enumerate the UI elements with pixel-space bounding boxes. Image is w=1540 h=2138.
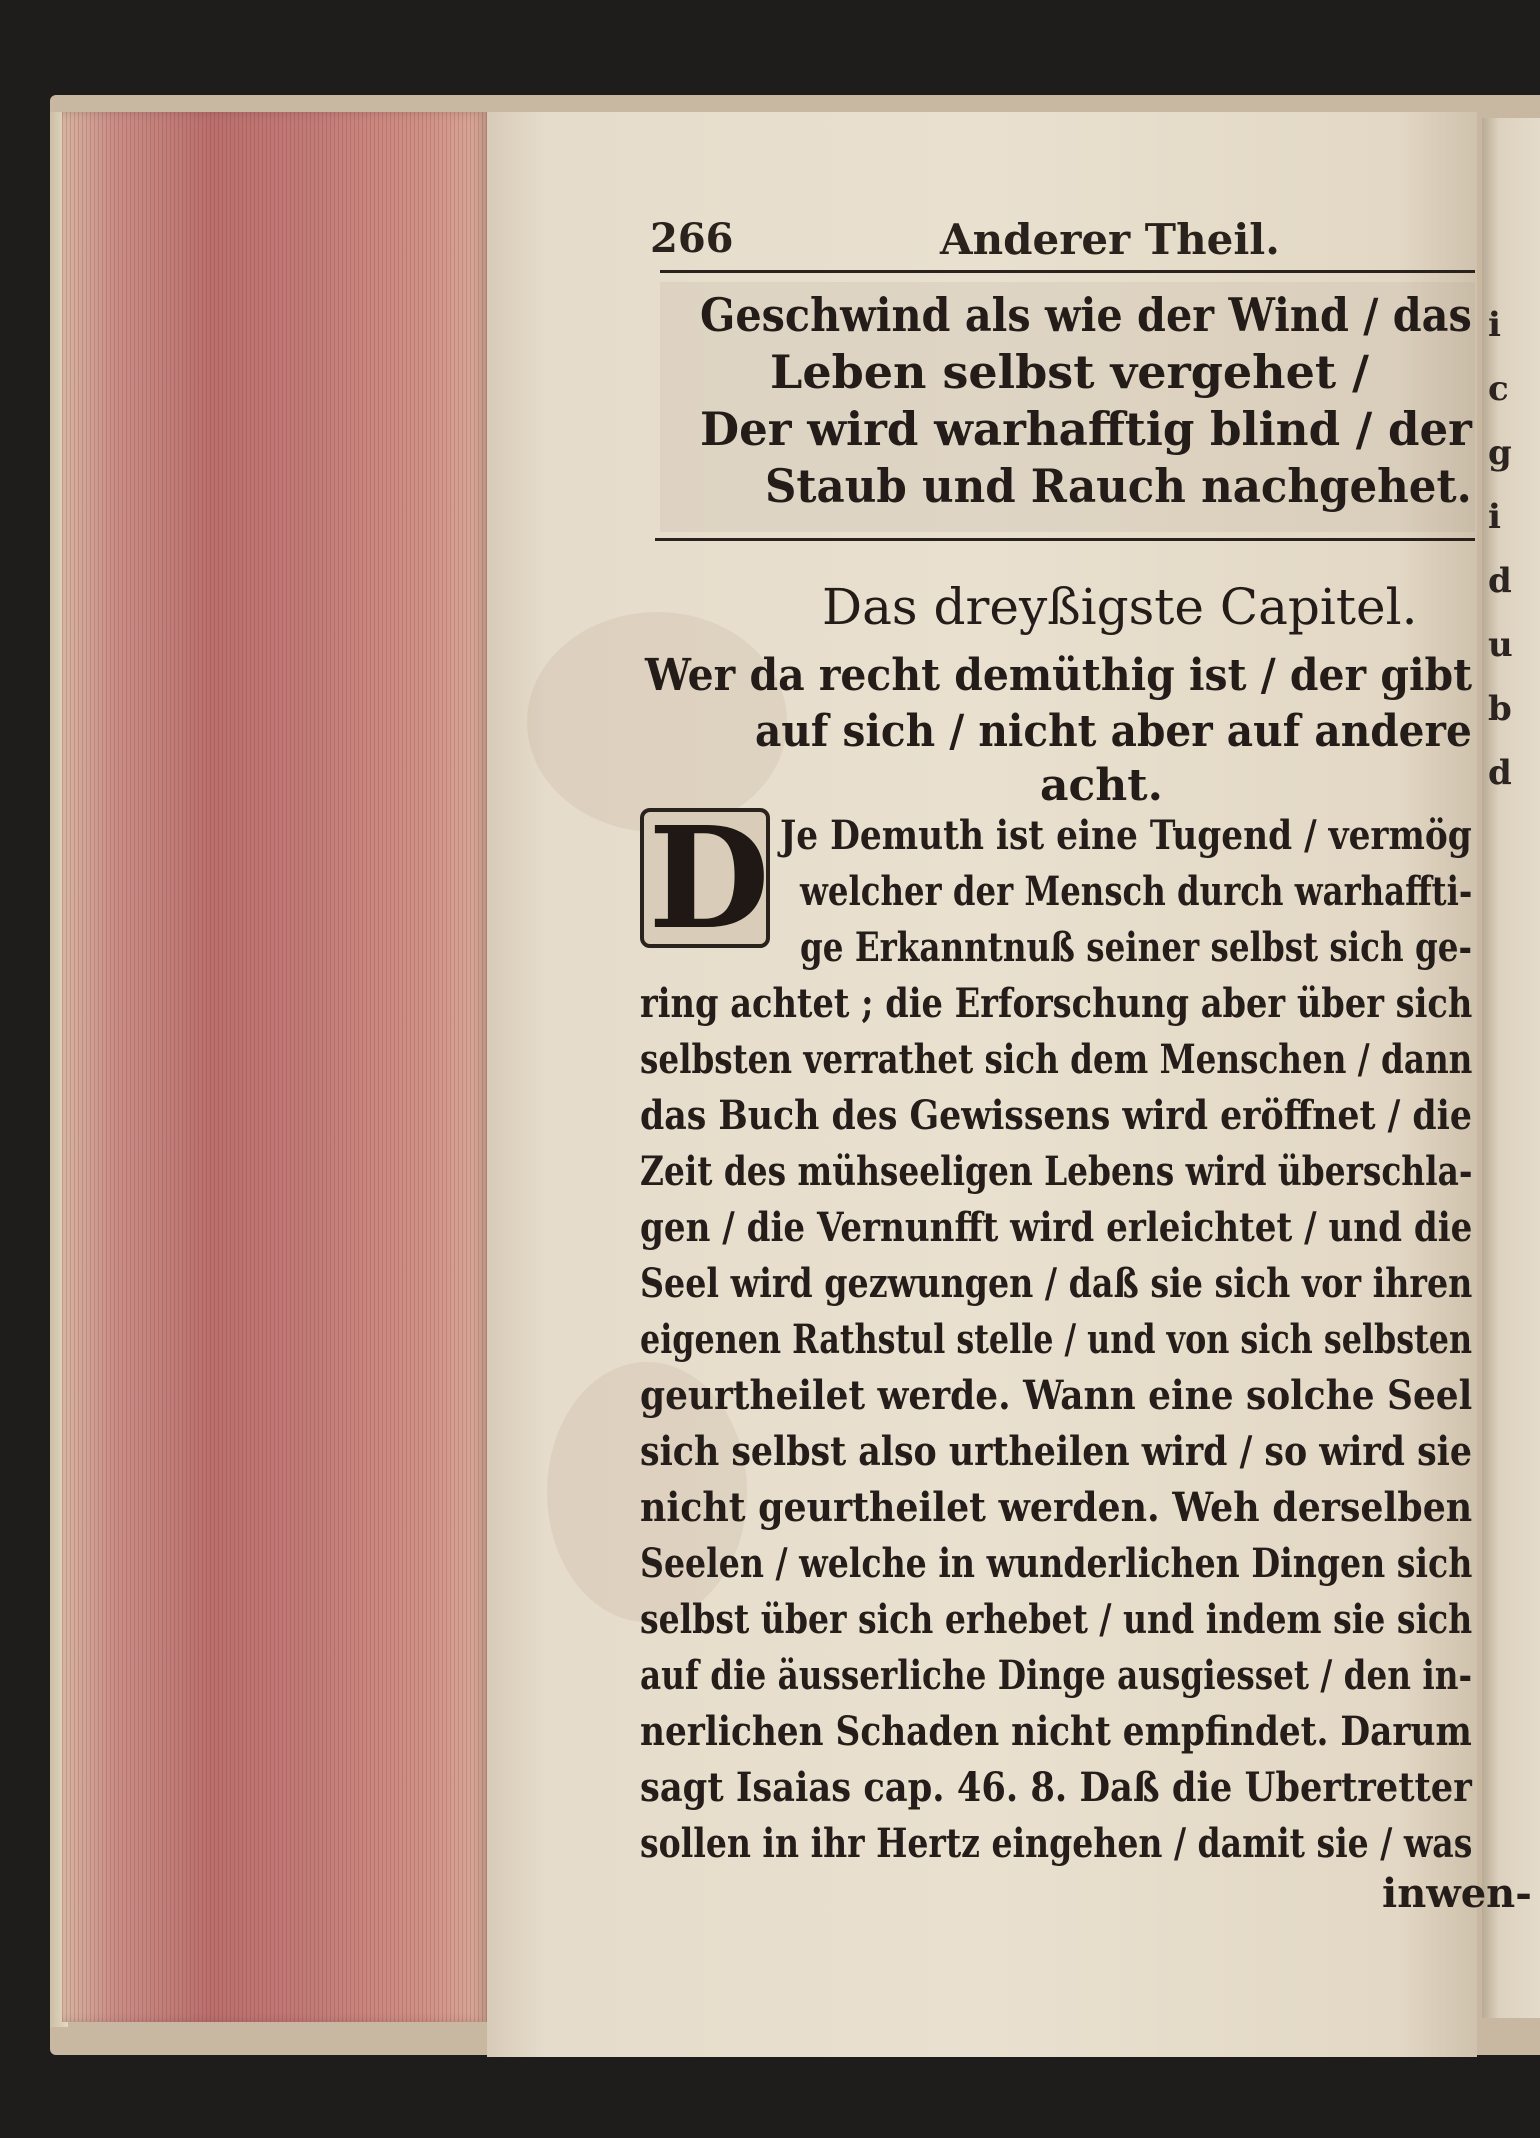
drop-cap-letter: D xyxy=(648,797,770,961)
page-number: 266 xyxy=(650,215,734,262)
verse-line: Geschwind als wie der Wind / das xyxy=(700,288,1472,342)
body-line: sagt Isaias cap. 46. 8. Daß die Ubertretter xyxy=(640,1764,1472,1811)
header-rule xyxy=(660,270,1475,273)
facing-page-letters xyxy=(1488,293,1513,805)
facing-letter: d xyxy=(1488,561,1512,601)
facing-letter: b xyxy=(1488,689,1512,729)
body-line: eigenen Rathstul stelle / und von sich selbsten xyxy=(640,1316,1473,1363)
facing-page-edge xyxy=(1482,118,1540,2018)
body-line: Je Demuth ist eine Tugend / vermög xyxy=(780,812,1472,859)
body-line: Seelen / welche in wunderlichen Dingen sich xyxy=(640,1540,1473,1587)
chapter-subtitle-line: Wer da recht demüthig ist / der gibt xyxy=(645,650,1473,701)
body-line: welcher der Mensch durch warhaffti- xyxy=(800,868,1473,915)
body-line: nerlichen Schaden nicht empfindet. Darum xyxy=(640,1708,1472,1755)
facing-letter: i xyxy=(1488,497,1501,537)
body-line: ge Erkanntnuß seiner selbst sich ge- xyxy=(800,924,1472,971)
page-fore-edge xyxy=(62,112,487,2022)
body-line: ring achtet ; die Erforschung aber über sich xyxy=(640,980,1473,1027)
verse-line: Der wird warhafftig blind / der xyxy=(700,402,1472,456)
body-line: Seel wird gezwungen / daß sie sich vor ihren xyxy=(640,1260,1473,1307)
drop-cap-initial xyxy=(640,797,770,961)
chapter-title: Das dreyßigste Capitel. xyxy=(822,578,1418,636)
verse-line: Staub und Rauch nachgehet. xyxy=(765,459,1472,513)
body-line: auf die äusserliche Dinge ausgiesset / den in- xyxy=(640,1652,1473,1699)
body-line: gen / die Vernunfft wird erleichtet / und die xyxy=(640,1204,1473,1251)
catchword: inwen- xyxy=(1382,1870,1532,1917)
facing-letter: c xyxy=(1488,369,1509,409)
verse-line: Leben selbst vergehet / xyxy=(770,345,1369,399)
facing-letter: i xyxy=(1488,305,1501,345)
chapter-subtitle-line: auf sich / nicht aber auf andere xyxy=(755,706,1472,757)
running-head: Anderer Theil. xyxy=(940,215,1280,264)
body-line: geurtheilet werde. Wann eine solche Seel xyxy=(640,1372,1473,1419)
body-line: nicht geurtheilet werden. Weh derselben xyxy=(640,1484,1473,1531)
facing-letter: d xyxy=(1488,753,1512,793)
verse-rule xyxy=(655,538,1475,541)
body-line: selbsten verrathet sich dem Menschen / dann xyxy=(640,1036,1473,1083)
facing-letter: u xyxy=(1488,625,1513,665)
chapter-subtitle-line: acht. xyxy=(1040,760,1163,811)
body-line: sollen in ihr Hertz eingehen / damit sie / was xyxy=(640,1820,1473,1867)
facing-letter: g xyxy=(1488,433,1512,473)
page-header xyxy=(650,215,1470,275)
body-line: selbst über sich erhebet / und indem sie sich xyxy=(640,1596,1473,1643)
body-line: sich selbst also urtheilen wird / so wird sie xyxy=(640,1428,1472,1475)
body-line: das Buch des Gewissens wird eröffnet / die xyxy=(640,1092,1472,1139)
body-line: Zeit des mühseeligen Lebens wird überschla- xyxy=(640,1148,1473,1195)
